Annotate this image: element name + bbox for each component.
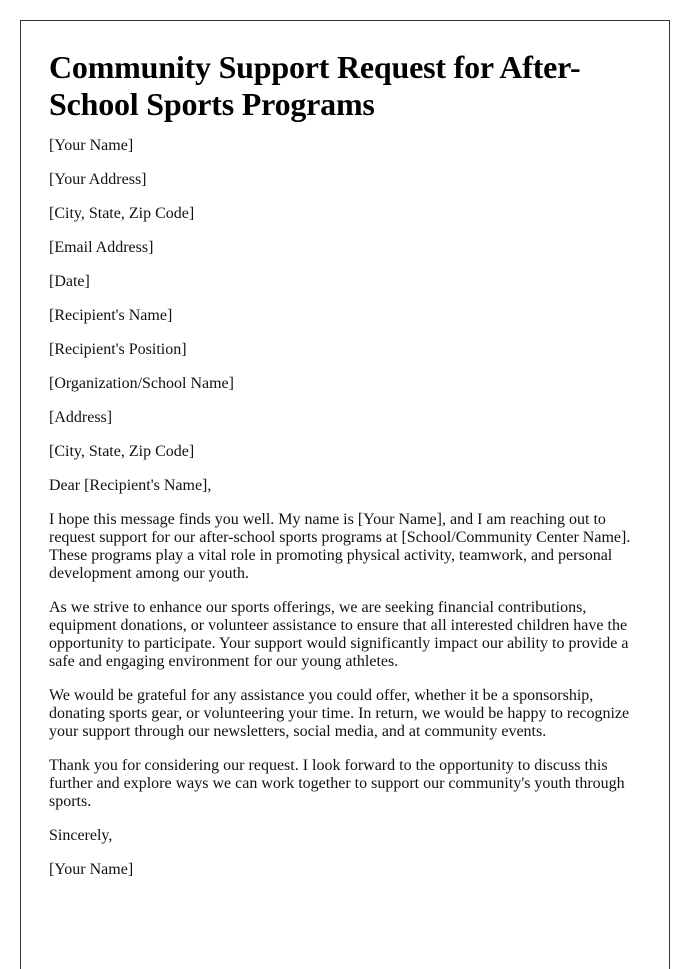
recipient-organization: [Organization/School Name] <box>49 375 234 392</box>
sender-city-state-zip: [City, State, Zip Code] <box>49 205 195 222</box>
salutation: Dear [Recipient's Name], <box>49 477 212 494</box>
sender-address: [Your Address] <box>49 171 147 188</box>
closing: Sincerely, <box>49 827 113 844</box>
body-paragraph: Thank you for considering our request. I look forward to the opportunity to discuss this further and explore ways we can work together to support our community's youth through sports. <box>49 757 625 810</box>
sender-email: [Email Address] <box>49 239 154 256</box>
recipient-address: [Address] <box>49 409 113 426</box>
recipient-position: [Recipient's Position] <box>49 341 187 358</box>
body-paragraph: We would be grateful for any assistance you could offer, whether it be a sponsorship, donating sports gear, or volunteering your time. In return, we would be happy to recognize your support through our newsletters, social media, and at community events. <box>49 687 630 740</box>
body-paragraph: I hope this message finds you well. My name is [Your Name], and I am reaching out to request support for our after-school sports programs at [School/Community Center Name]. These programs play a vital role in promoting physical activity, teamwork, and personal development among our youth. <box>49 511 631 582</box>
recipient-name: [Recipient's Name] <box>49 307 173 324</box>
letter-title: Community Support Request for After-School Sports Programs <box>49 49 581 122</box>
signature-name: [Your Name] <box>49 861 134 878</box>
body-paragraph: As we strive to enhance our sports offerings, we are seeking financial contributions, equipment donations, or volunteer assistance to ensure that all interested children have the opportunity to participate. Your support would significantly impact our ability to provide a safe and engaging environment for our young athletes. <box>49 599 629 670</box>
recipient-city-state-zip: [City, State, Zip Code] <box>49 443 195 460</box>
letter-body <box>49 511 649 811</box>
letter-page <box>20 20 670 969</box>
letter-date: [Date] <box>49 273 90 290</box>
sender-name: [Your Name] <box>49 137 134 154</box>
sender-block <box>49 137 649 291</box>
recipient-block <box>49 307 649 461</box>
